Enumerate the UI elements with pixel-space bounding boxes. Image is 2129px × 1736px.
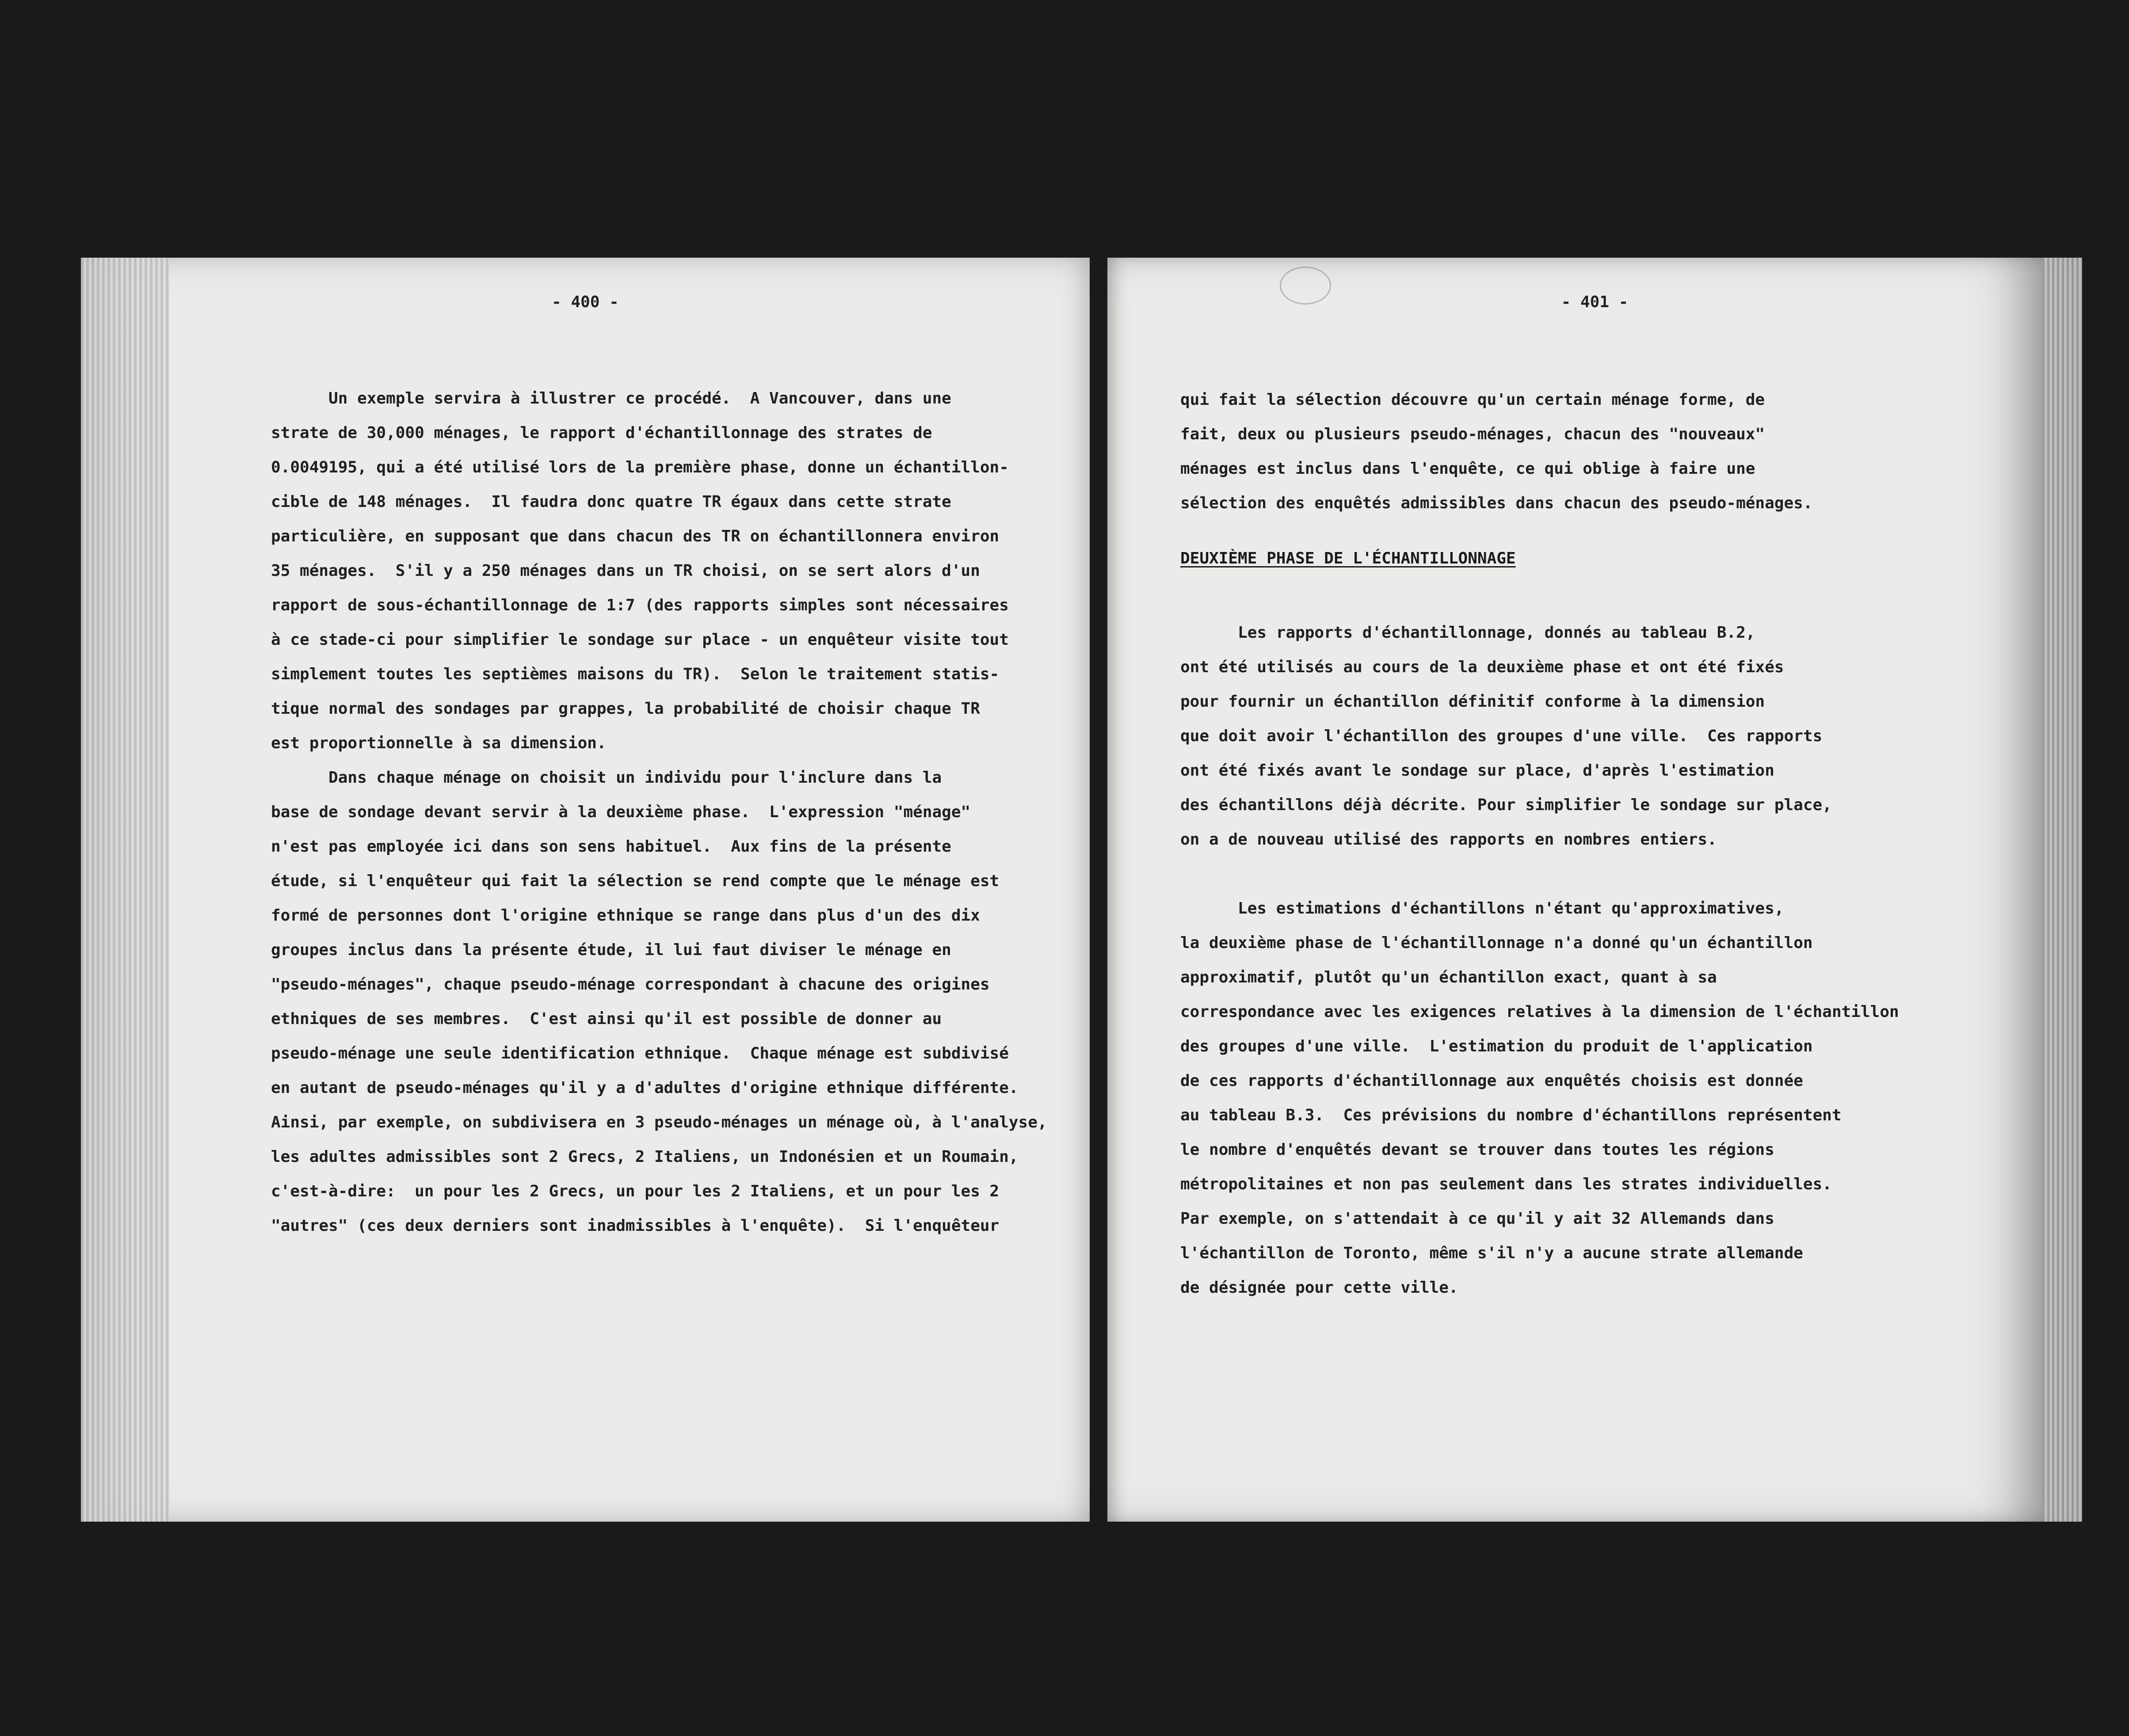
text-line: est proportionnelle à sa dimension. xyxy=(271,734,607,752)
text-line: 0.0049195, qui a été utilisé lors de la première phase, donne un échantillon- xyxy=(271,458,1009,476)
text-line: ethniques de ses membres. C'est ainsi qu'il est possible de donner au xyxy=(271,1010,942,1028)
text-line: Ainsi, par exemple, on subdivisera en 3 pseudo-ménages un ménage où, à l'analyse, xyxy=(271,1113,1047,1131)
right-intro-text xyxy=(1180,383,1812,521)
text-line: on a de nouveau utilisé des rapports en nombres entiers. xyxy=(1180,830,1717,849)
text-line: Les rapports d'échantillonnage, donnés au tableau B.2, xyxy=(1180,624,1755,642)
left-page xyxy=(81,258,1090,1522)
text-line: c'est-à-dire: un pour les 2 Grecs, un pour les 2 Italiens, et un pour les 2 xyxy=(271,1182,1000,1200)
text-line: les adultes admissibles sont 2 Grecs, 2 Italiens, un Indonésien et un Roumain, xyxy=(271,1148,1019,1166)
text-line: pseudo-ménage une seule identification ethnique. Chaque ménage est subdivisé xyxy=(271,1044,1009,1062)
text-line: rapport de sous-échantillonnage de 1:7 (des rapports simples sont nécessaires xyxy=(271,596,1009,614)
text-line: sélection des enquêtés admissibles dans chacun des pseudo-ménages. xyxy=(1180,494,1813,512)
right-page-number: - 401 - xyxy=(1561,293,1629,311)
text-line: le nombre d'enquêtés devant se trouver dans toutes les régions xyxy=(1180,1141,1774,1159)
text-line: des groupes d'une ville. L'estimation du produit de l'application xyxy=(1180,1037,1813,1055)
text-line: l'échantillon de Toronto, même s'il n'y a aucune strate allemande xyxy=(1180,1244,1803,1262)
text-line: de désignée pour cette ville. xyxy=(1180,1279,1458,1297)
section-heading: DEUXIÈME PHASE DE L'ÉCHANTILLONNAGE xyxy=(1180,549,1516,567)
text-line: correspondance avec les exigences relatives à la dimension de l'échantillon xyxy=(1180,1003,1899,1021)
text-line: strate de 30,000 ménages, le rapport d'échantillonnage des strates de xyxy=(271,424,932,442)
text-line: "pseudo-ménages", chaque pseudo-ménage correspondant à chacune des origines xyxy=(271,975,990,994)
text-line: pour fournir un échantillon définitif conforme à la dimension xyxy=(1180,693,1765,711)
text-line: tique normal des sondages par grappes, la probabilité de choisir chaque TR xyxy=(271,700,980,718)
text-line: particulière, en supposant que dans chacun des TR on échantillonnera environ xyxy=(271,527,1000,545)
text-line: étude, si l'enquêteur qui fait la sélection se rend compte que le ménage est xyxy=(271,872,1000,890)
text-line: en autant de pseudo-ménages qu'il y a d'adultes d'origine ethnique différente. xyxy=(271,1079,1019,1097)
text-line: cible de 148 ménages. Il faudra donc quatre TR égaux dans cette strate xyxy=(271,493,951,511)
text-line: Les estimations d'échantillons n'étant qu'approximatives, xyxy=(1180,899,1784,917)
text-line: qui fait la sélection découvre qu'un certain ménage forme, de xyxy=(1180,391,1765,409)
text-line: métropolitaines et non pas seulement dans les strates individuelles. xyxy=(1180,1175,1832,1193)
text-line: au tableau B.3. Ces prévisions du nombre d'échantillons représentent xyxy=(1180,1106,1842,1124)
text-line: que doit avoir l'échantillon des groupes d'une ville. Ces rapports xyxy=(1180,727,1823,745)
text-line: formé de personnes dont l'origine ethnique se range dans plus d'un des dix xyxy=(271,906,980,925)
text-line: simplement toutes les septièmes maisons du TR). Selon le traitement statis- xyxy=(271,665,1000,683)
text-line: base de sondage devant servir à la deuxième phase. L'expression "ménage" xyxy=(271,803,971,821)
text-line: à ce stade-ci pour simplifier le sondage sur place - un enquêteur visite tout xyxy=(271,631,1009,649)
left-body-text xyxy=(271,381,1047,1243)
right-page xyxy=(1107,258,2082,1522)
text-line: 35 ménages. S'il y a 250 ménages dans un TR choisi, on se sert alors d'un xyxy=(271,562,980,580)
text-line: de ces rapports d'échantillonnage aux enquêtés choisis est donnée xyxy=(1180,1072,1803,1090)
right-section-text xyxy=(1180,616,1899,1305)
text-line: fait, deux ou plusieurs pseudo-ménages, chacun des "nouveaux" xyxy=(1180,425,1765,443)
left-page-number: - 400 - xyxy=(552,293,619,311)
text-line: "autres" (ces deux derniers sont inadmissibles à l'enquête). Si l'enquêteur xyxy=(271,1217,1000,1235)
text-line: ont été fixés avant le sondage sur place, d'après l'estimation xyxy=(1180,761,1774,780)
text-line: ménages est inclus dans l'enquête, ce qui oblige à faire une xyxy=(1180,460,1755,478)
text-line: des échantillons déjà décrite. Pour simplifier le sondage sur place, xyxy=(1180,796,1832,814)
text-line: Dans chaque ménage on choisit un individu pour l'inclure dans la xyxy=(271,769,942,787)
text-line: approximatif, plutôt qu'un échantillon exact, quant à sa xyxy=(1180,968,1717,986)
text-line: n'est pas employée ici dans son sens habituel. Aux fins de la présente xyxy=(271,838,951,856)
text-line: Par exemple, on s'attendait à ce qu'il y ait 32 Allemands dans xyxy=(1180,1210,1774,1228)
text-line: la deuxième phase de l'échantillonnage n'a donné qu'un échantillon xyxy=(1180,934,1813,952)
text-line: ont été utilisés au cours de la deuxième phase et ont été fixés xyxy=(1180,658,1784,676)
text-line: Un exemple servira à illustrer ce procédé. A Vancouver, dans une xyxy=(271,389,951,407)
text-line: groupes inclus dans la présente étude, il lui faut diviser le ménage en xyxy=(271,941,951,959)
